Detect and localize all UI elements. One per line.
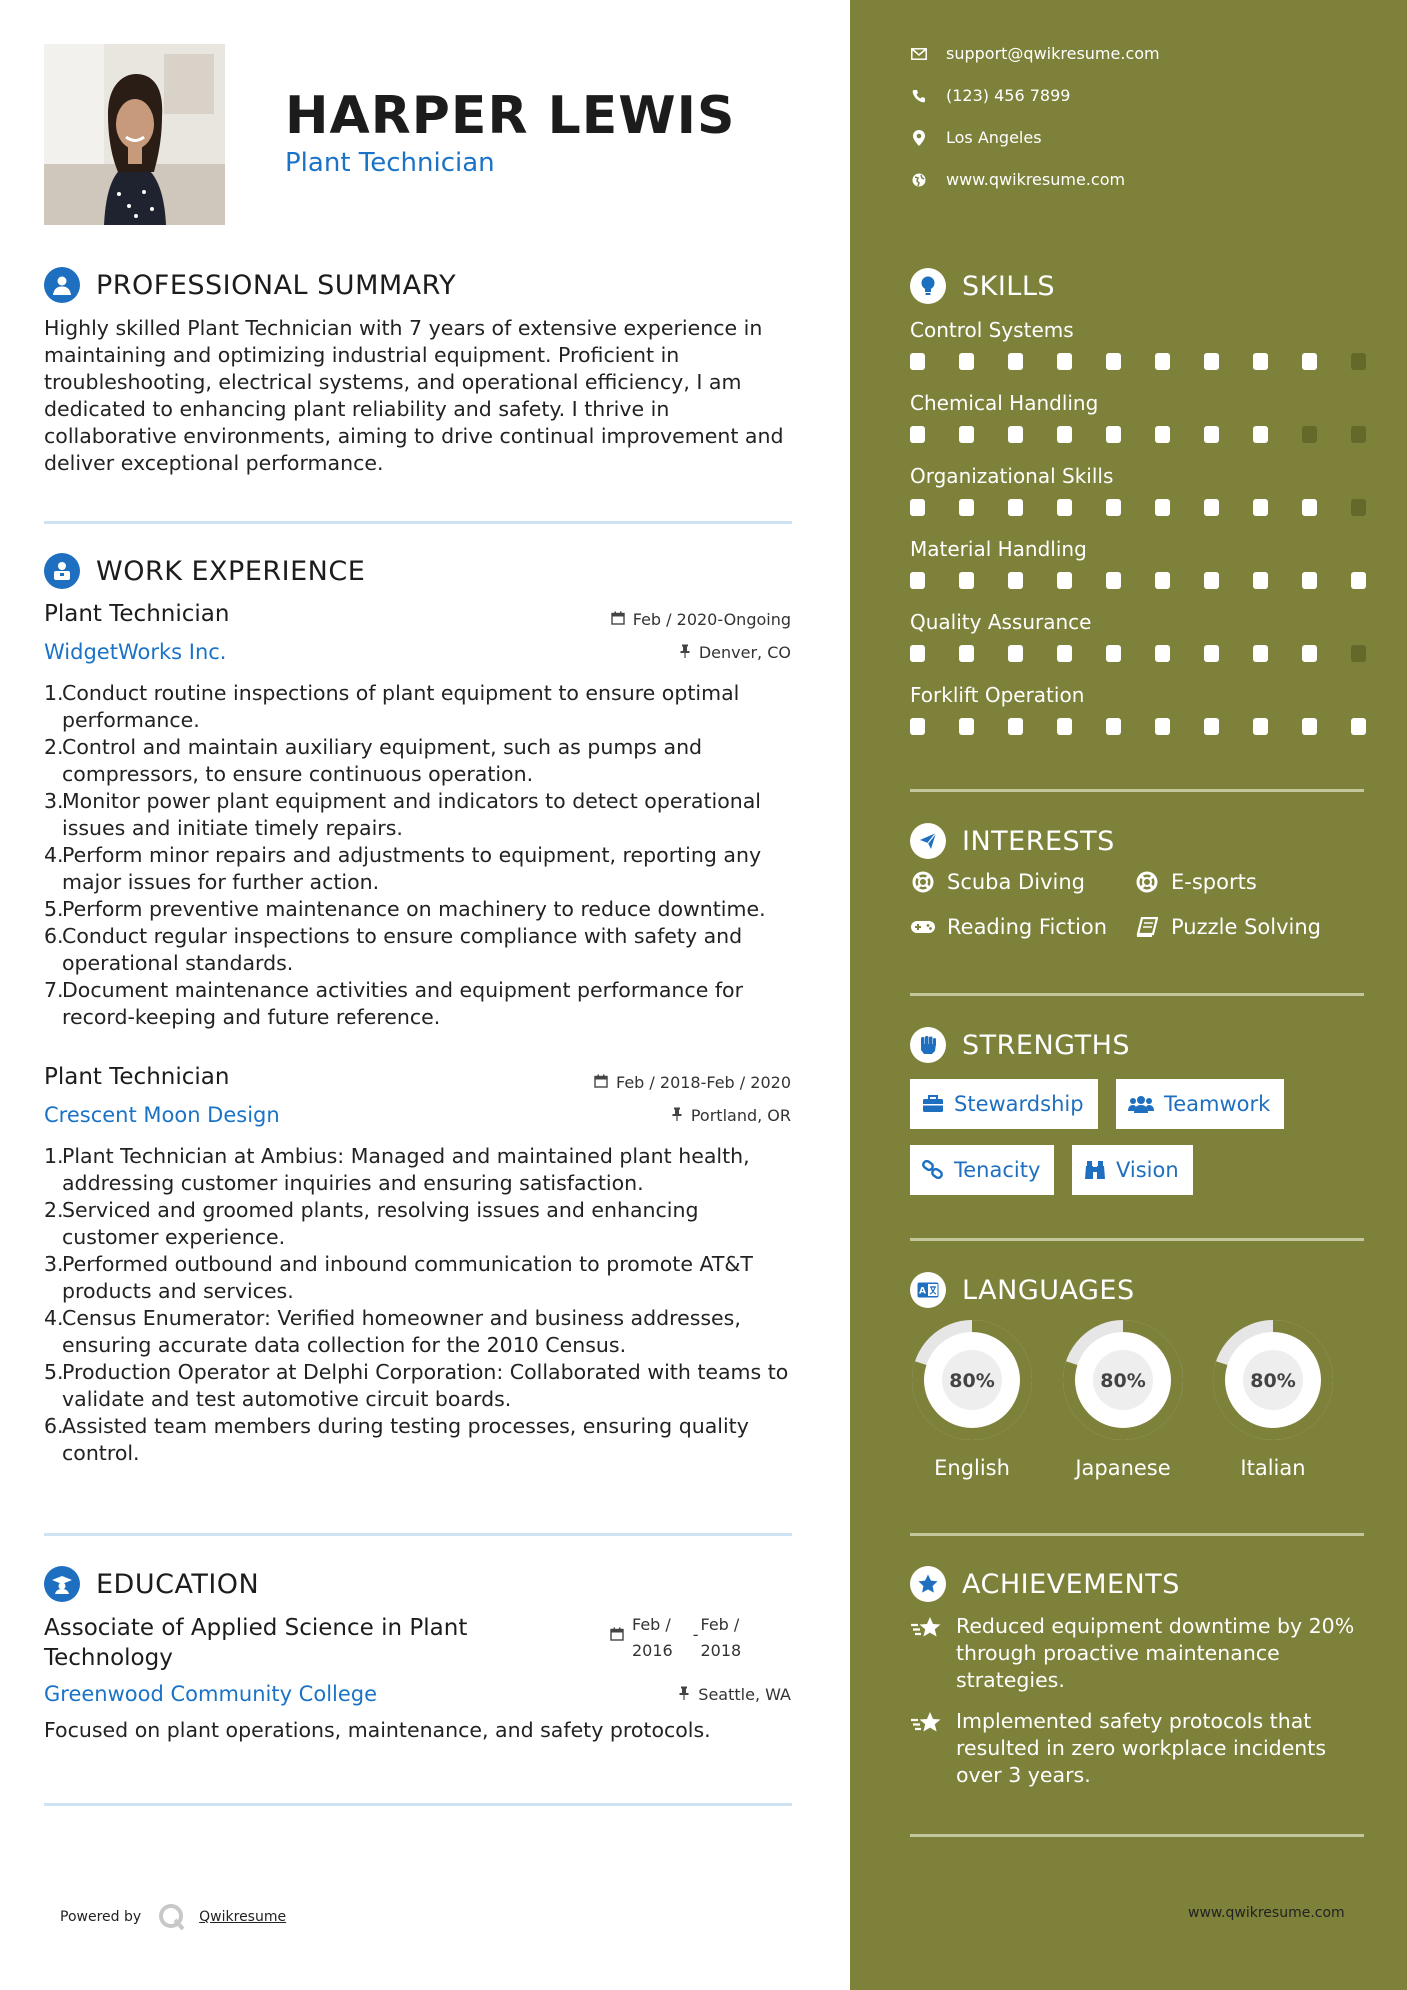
divider: [910, 1238, 1364, 1241]
job-duties-list: [44, 1143, 790, 1467]
list-item: 1. Conduct routine inspections of plant equipment to ensure optimal performance.: [44, 681, 740, 732]
rating-dot-filled: [1057, 645, 1072, 662]
rating-dot-filled: [1253, 645, 1268, 662]
rating-dot-filled: [959, 645, 974, 662]
contact-website[interactable]: www.qwikresume.com: [910, 170, 1125, 189]
rating-dot-filled: [910, 645, 925, 662]
rating-dot-filled: [1106, 645, 1121, 662]
qwikresume-link[interactable]: Qwikresume: [199, 1909, 287, 1925]
rating-dot-filled: [910, 499, 925, 516]
envelope-icon: [910, 48, 928, 60]
skill-rating: [910, 645, 1366, 662]
footer-website[interactable]: www.qwikresume.com: [1188, 1905, 1345, 1921]
education-end: Feb / 2018: [700, 1615, 742, 1660]
experience-title: WORK EXPERIENCE: [96, 555, 366, 587]
candidate-role: Plant Technician: [285, 148, 495, 178]
list-item: 7. Document maintenance activities and equipment performance for record-keeping and future reference.: [44, 978, 744, 1029]
rating-dot-filled: [959, 718, 974, 735]
education-description: Focused on plant operations, maintenance, and safety protocols.: [44, 1718, 711, 1742]
rating-dot-filled: [1106, 499, 1121, 516]
divider: [910, 789, 1364, 792]
school-name: Greenwood Community College: [44, 1682, 378, 1706]
calendar-icon: [611, 610, 625, 629]
binoculars-icon: [1084, 1160, 1106, 1180]
divider: [910, 1834, 1364, 1837]
rating-dot-filled: [1057, 499, 1072, 516]
rating-dot-filled: [1057, 353, 1072, 370]
languages-header: [910, 1271, 1135, 1309]
divider: [44, 521, 792, 524]
contact-email[interactable]: support@qwikresume.com: [910, 44, 1160, 63]
life-ring-icon: [1134, 871, 1160, 893]
fist-icon: [910, 1027, 946, 1063]
rating-dot-filled: [1204, 645, 1219, 662]
rating-dot-filled: [1253, 353, 1268, 370]
languages-title: LANGUAGES: [962, 1274, 1135, 1306]
rating-dot-filled: [1204, 353, 1219, 370]
rating-dot-empty: [1351, 645, 1366, 662]
rating-dot-filled: [1106, 426, 1121, 443]
qwikresume-logo-icon: [157, 1902, 187, 1932]
strengths-title: STRENGTHS: [962, 1029, 1131, 1061]
rating-dot-filled: [1204, 572, 1219, 589]
skill-name: Control Systems: [910, 318, 1074, 342]
rating-dot-filled: [1057, 572, 1072, 589]
summary-title: PROFESSIONAL SUMMARY: [96, 269, 457, 301]
rating-dot-filled: [910, 426, 925, 443]
rating-dot-filled: [959, 572, 974, 589]
rating-dot-empty: [1351, 499, 1366, 516]
divider: [44, 1533, 792, 1536]
rating-dot-filled: [959, 426, 974, 443]
school-location: Seattle, WA: [491, 1685, 791, 1704]
job-title: Plant Technician: [44, 601, 230, 627]
link-icon: [922, 1160, 944, 1180]
rating-dot-filled: [1253, 499, 1268, 516]
achievements-title: ACHIEVEMENTS: [962, 1568, 1180, 1600]
skill-rating: [910, 426, 1366, 443]
skills-header: [910, 267, 1055, 305]
interest-item: E-sports: [1134, 870, 1257, 894]
rating-dot-filled: [1155, 572, 1170, 589]
rating-dot-filled: [910, 353, 925, 370]
skill-rating: [910, 499, 1366, 516]
rating-dot-filled: [1204, 718, 1219, 735]
profile-photo: [44, 44, 225, 225]
language-progress-ring: [1211, 1318, 1335, 1442]
strength-tag: Vision: [1072, 1145, 1193, 1195]
rating-dot-filled: [1106, 718, 1121, 735]
calendar-icon: [610, 1626, 624, 1664]
rating-dot-filled: [1302, 645, 1317, 662]
language-percent: 80%: [949, 1370, 995, 1392]
achievements-header: [910, 1565, 1180, 1603]
list-item: 3. Monitor power plant equipment and indicators to detect operational issues and initiate timely repairs.: [44, 789, 761, 840]
rating-dot-filled: [1008, 718, 1023, 735]
education-header: [44, 1565, 259, 1603]
skill-rating: [910, 718, 1366, 735]
rating-dot-filled: [1302, 353, 1317, 370]
strength-tag: Teamwork: [1116, 1079, 1284, 1129]
strength-tag: Stewardship: [910, 1079, 1098, 1129]
divider: [910, 993, 1364, 996]
language-item: [1061, 1318, 1185, 1480]
powered-by: Powered by Qwikresume: [60, 1902, 286, 1932]
job-title: Plant Technician: [44, 1064, 230, 1090]
rating-dot-filled: [910, 572, 925, 589]
rating-dot-filled: [1155, 353, 1170, 370]
rating-dot-empty: [1351, 353, 1366, 370]
divider: [44, 1803, 792, 1806]
rating-dot-filled: [959, 353, 974, 370]
list-item: 2. Control and maintain auxiliary equipment, such as pumps and compressors, to ensure continuous operation.: [44, 735, 703, 786]
skill-name: Chemical Handling: [910, 391, 1099, 415]
rating-dot-filled: [1351, 572, 1366, 589]
skill-rating: [910, 353, 1366, 370]
list-item: 1. Plant Technician at Ambius: Managed and maintained plant health, addressing customer inquiries and ensuring satisfaction.: [44, 1144, 750, 1195]
rating-dot-filled: [1008, 499, 1023, 516]
language-percent: 80%: [1250, 1370, 1296, 1392]
list-item: 5. Production Operator at Delphi Corporation: Collaborated with teams to validate and test automotive circuit boards.: [44, 1360, 789, 1411]
skill-name: Quality Assurance: [910, 610, 1092, 634]
star-icon: [910, 1566, 946, 1602]
rating-dot-filled: [1351, 718, 1366, 735]
list-item: 2. Serviced and groomed plants, resolving issues and enhancing customer experience.: [44, 1198, 699, 1249]
rating-dot-filled: [1155, 645, 1170, 662]
book-icon: [1134, 917, 1160, 937]
language-percent: 80%: [1100, 1370, 1146, 1392]
briefcase-user-icon: [44, 553, 80, 589]
shooting-star-icon: [910, 1710, 944, 1789]
rating-dot-filled: [1253, 572, 1268, 589]
gamepad-icon: [910, 919, 936, 935]
rating-dot-filled: [1204, 426, 1219, 443]
briefcase-icon: [922, 1095, 944, 1113]
contact-location: Los Angeles: [910, 128, 1042, 147]
rating-dot-filled: [1253, 718, 1268, 735]
users-icon: [1128, 1095, 1154, 1113]
job-dates: Feb / 2018-Feb / 2020: [491, 1073, 791, 1092]
skills-title: SKILLS: [962, 270, 1056, 302]
rating-dot-filled: [1057, 718, 1072, 735]
phone-icon: [910, 89, 928, 103]
language-icon: [910, 1272, 946, 1308]
summary-header: [44, 266, 456, 304]
job-duties-list: [44, 680, 790, 1031]
achievement-item: Implemented safety protocols that resulted in zero workplace incidents over 3 years.: [910, 1708, 1370, 1789]
rating-dot-filled: [1008, 572, 1023, 589]
divider: [910, 1533, 1364, 1536]
company-name: Crescent Moon Design: [44, 1103, 280, 1127]
degree-title: Associate of Applied Science in Plant Technology: [44, 1615, 468, 1671]
rating-dot-filled: [910, 718, 925, 735]
rating-dot-empty: [1302, 426, 1317, 443]
language-name: Japanese: [1075, 1456, 1171, 1480]
skill-name: Forklift Operation: [910, 683, 1085, 707]
language-item: [910, 1318, 1034, 1480]
pin-icon: [679, 643, 691, 662]
skill-rating: [910, 572, 1366, 589]
candidate-name: HARPER LEWIS: [285, 86, 736, 146]
list-item: 3. Performed outbound and inbound communication to promote AT&T products and services.: [44, 1252, 753, 1303]
interests-header: [910, 822, 1115, 860]
rating-dot-filled: [959, 499, 974, 516]
experience-header: [44, 552, 365, 590]
rating-dot-filled: [1008, 426, 1023, 443]
rating-dot-filled: [1302, 718, 1317, 735]
rating-dot-filled: [1008, 353, 1023, 370]
education-start: Feb / 2016: [632, 1615, 673, 1660]
strengths-header: [910, 1026, 1130, 1064]
education-dates: Feb / 2016 - Feb / 2018: [610, 1612, 741, 1664]
interests-title: INTERESTS: [962, 825, 1115, 857]
paper-plane-icon: [910, 823, 946, 859]
rating-dot-filled: [1155, 718, 1170, 735]
skill-name: Organizational Skills: [910, 464, 1114, 488]
strength-tag: Tenacity: [910, 1145, 1054, 1195]
interest-item: Reading Fiction: [910, 915, 1107, 939]
graduation-icon: [44, 1566, 80, 1602]
rating-dot-filled: [1155, 499, 1170, 516]
rating-dot-filled: [1253, 426, 1268, 443]
interest-item: Scuba Diving: [910, 870, 1085, 894]
job-location: Denver, CO: [491, 643, 791, 662]
life-ring-icon: [910, 871, 936, 893]
rating-dot-filled: [1057, 426, 1072, 443]
rating-dot-empty: [1351, 426, 1366, 443]
company-name: WidgetWorks Inc.: [44, 640, 227, 664]
language-item: [1211, 1318, 1335, 1480]
contact-phone[interactable]: (123) 456 7899: [910, 86, 1070, 105]
pin-icon: [671, 1106, 683, 1125]
language-progress-ring: [1061, 1318, 1185, 1442]
svg-text:A: A: [919, 1286, 926, 1297]
rating-dot-filled: [1302, 499, 1317, 516]
user-icon: [44, 267, 80, 303]
skill-name: Material Handling: [910, 537, 1087, 561]
rating-dot-filled: [1302, 572, 1317, 589]
globe-icon: [910, 173, 928, 187]
sidebar: [850, 0, 1407, 1990]
list-item: 4. Perform minor repairs and adjustments to equipment, reporting any major issues for further action.: [44, 843, 762, 894]
job-location: Portland, OR: [491, 1106, 791, 1125]
interest-item: Puzzle Solving: [1134, 915, 1321, 939]
achievement-item: Reduced equipment downtime by 20% through proactive maintenance strategies.: [910, 1613, 1370, 1694]
rating-dot-filled: [1106, 353, 1121, 370]
rating-dot-filled: [1008, 645, 1023, 662]
summary-text: Highly skilled Plant Technician with 7 years of extensive experience in maintaining and optimizing industrial equipment. Proficient in troubleshooting, electrical systems, and operational efficiency, I am dedicated to enhancing plant reliability and safety. I thrive in collaborative environments, aiming to drive continual improvement and deliver exceptional performance.: [44, 316, 784, 475]
list-item: 5. Perform preventive maintenance on machinery to reduce downtime.: [44, 897, 766, 921]
list-item: 6. Conduct regular inspections to ensure compliance with safety and operational standards.: [44, 924, 743, 975]
rating-dot-filled: [1106, 572, 1121, 589]
rating-dot-filled: [1204, 499, 1219, 516]
list-item: 6. Assisted team members during testing processes, ensuring quality control.: [44, 1414, 749, 1465]
job-dates: Feb / 2020-Ongoing: [491, 610, 791, 629]
pin-icon: [678, 1685, 690, 1704]
language-name: English: [934, 1456, 1010, 1480]
language-progress-ring: [910, 1318, 1034, 1442]
education-title: EDUCATION: [96, 1568, 260, 1600]
language-name: Italian: [1240, 1456, 1306, 1480]
calendar-icon: [594, 1073, 608, 1092]
rating-dot-filled: [1155, 426, 1170, 443]
shooting-star-icon: [910, 1615, 944, 1694]
map-marker-icon: [910, 130, 928, 146]
list-item: 4. Census Enumerator: Verified homeowner and business addresses, ensuring accurate data collection for the 2010 Census.: [44, 1306, 741, 1357]
lightbulb-icon: [910, 268, 946, 304]
